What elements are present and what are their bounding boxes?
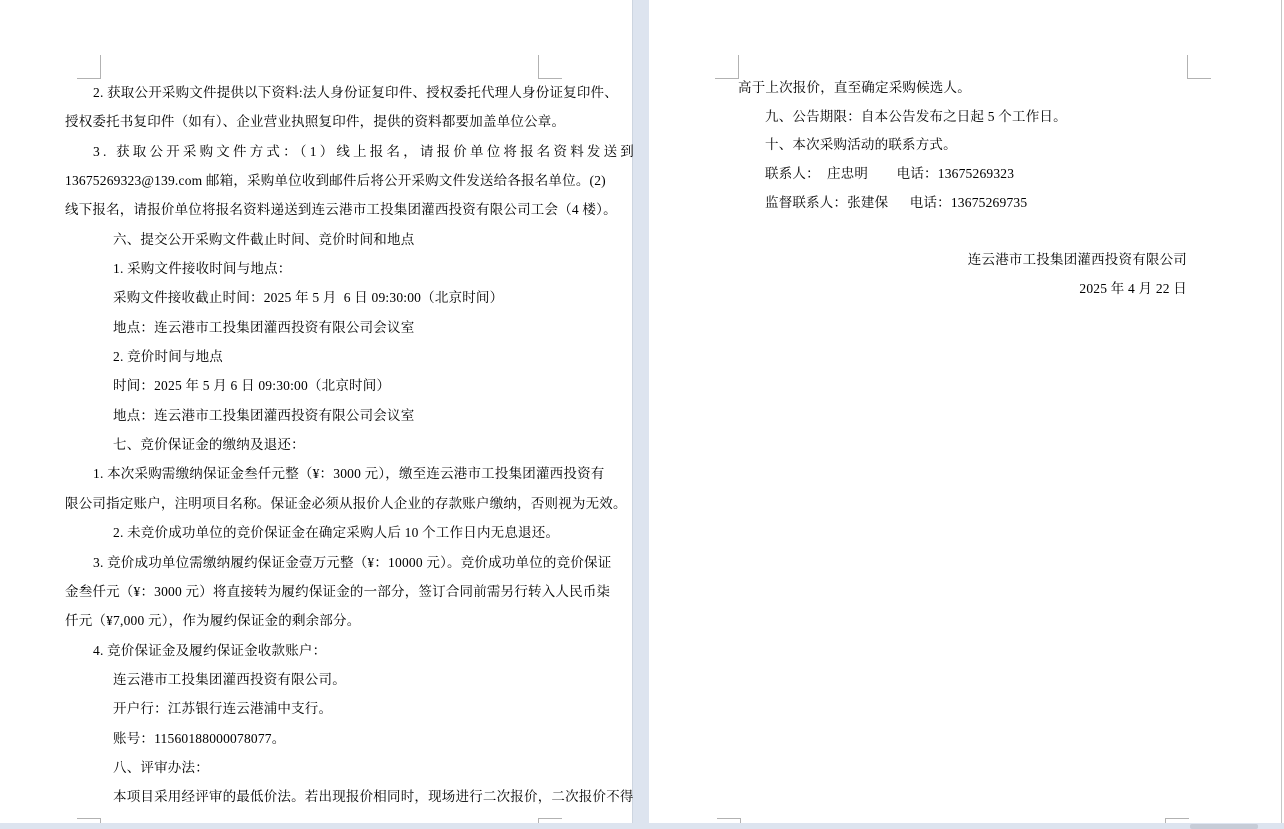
margin-mark-top-left-icon (715, 55, 739, 79)
doc-line: 本项目采用经评审的最低价法。若出现报价相同时，现场进行二次报价，二次报价不得 (113, 789, 634, 805)
canvas-bottom-strip (0, 823, 1284, 829)
doc-line: 高于上次报价，直至确定采购候选人。 (738, 80, 971, 95)
doc-line: 仟元（¥7,000 元），作为履约保证金的剩余部分。 (65, 613, 361, 629)
doc-line: 2. 未竞价成功单位的竞价保证金在确定采购人后 10 个工作日内无息退还。 (113, 525, 560, 541)
doc-line: 十、本次采购活动的联系方式。 (765, 137, 957, 153)
doc-line: 线下报名，请报价单位将报名资料递送到连云港市工投集团灌西投资有限公司工会（4 楼）。 (65, 202, 617, 218)
doc-line: 3. 竞价成功单位需缴纳履约保证金壹万元整（¥：10000 元）。竞价成功单位的竞价保证 (93, 554, 612, 570)
document-page-right (649, 0, 1281, 824)
doc-line: 授权委托书复印件（如有）、企业营业执照复印件，提供的资料都要加盖单位公章。 (65, 114, 566, 130)
doc-line: 开户行：江苏银行连云港浦中支行。 (113, 701, 333, 717)
left-page-text (65, 78, 637, 812)
margin-mark-top-left-icon (77, 55, 101, 79)
doc-line: 八、评审办法： (113, 759, 209, 775)
margin-mark-top-right-icon (538, 55, 562, 79)
doc-line: 六、提交公开采购文件截止时间、竞价时间和地点 (113, 231, 415, 247)
doc-line: 账号：11560188000078077。 (113, 730, 286, 746)
doc-line: 九、公告期限：自本公告发布之日起 5 个工作日。 (765, 108, 1067, 124)
doc-line: 2. 获取公开采购文件提供以下资料:法人身份证复印件、授权委托代理人身份证复印件、 (93, 85, 618, 100)
doc-line: 金叁仟元（¥：3000 元）将直接转为履约保证金的一部分，签订合同前需另行转入人民币柒 (65, 583, 611, 599)
doc-line: 采购文件接收截止时间：2025 年 5 月 6 日 09:30:00（北京时间） (113, 290, 504, 306)
doc-line: 4. 竞价保证金及履约保证金收款账户： (93, 642, 327, 658)
doc-line: 1. 采购文件接收时间与地点： (113, 261, 292, 277)
doc-line: 2. 竞价时间与地点 (113, 349, 223, 365)
doc-line: 限公司指定账户，注明项目名称。保证金必须从报价人企业的存款账户缴纳，否则视为无效。 (65, 495, 627, 511)
doc-line: 1. 本次采购需缴纳保证金叁仟元整（¥：3000 元），缴至连云港市工投集团灌西投资有 (93, 466, 605, 482)
doc-signature-line: 连云港市工投集团灌西投资有限公司 (967, 252, 1187, 268)
doc-date-line: 2025 年 4 月 22 日 (1079, 280, 1187, 296)
doc-line: 时间：2025 年 5 月 6 日 09:30:00（北京时间） (113, 378, 391, 394)
right-page-text (738, 74, 1187, 304)
doc-line: 七、竞价保证金的缴纳及退还： (113, 437, 305, 453)
horizontal-scrollbar-thumb[interactable] (1190, 824, 1258, 829)
document-page-left (0, 0, 637, 824)
doc-line: 联系人： 庄忠明 电话：13675269323 (765, 166, 1015, 182)
margin-mark-top-right-icon (1187, 55, 1211, 79)
doc-line: 监督联系人：张建保 电话：13675269735 (765, 194, 1028, 210)
doc-line: 3. 获取公开采购文件方式：（1）线上报名，请报价单位将报名资料发送到 (93, 143, 637, 159)
doc-line: 13675269323@139.com 邮箱，采购单位收到邮件后将公开采购文件发送给各报名单位。(2) (65, 173, 606, 189)
doc-line: 连云港市工投集团灌西投资有限公司。 (113, 671, 346, 687)
doc-line: 地点：连云港市工投集团灌西投资有限公司会议室 (113, 407, 415, 423)
doc-line: 地点：连云港市工投集团灌西投资有限公司会议室 (113, 319, 415, 335)
doc-line (738, 217, 1187, 246)
